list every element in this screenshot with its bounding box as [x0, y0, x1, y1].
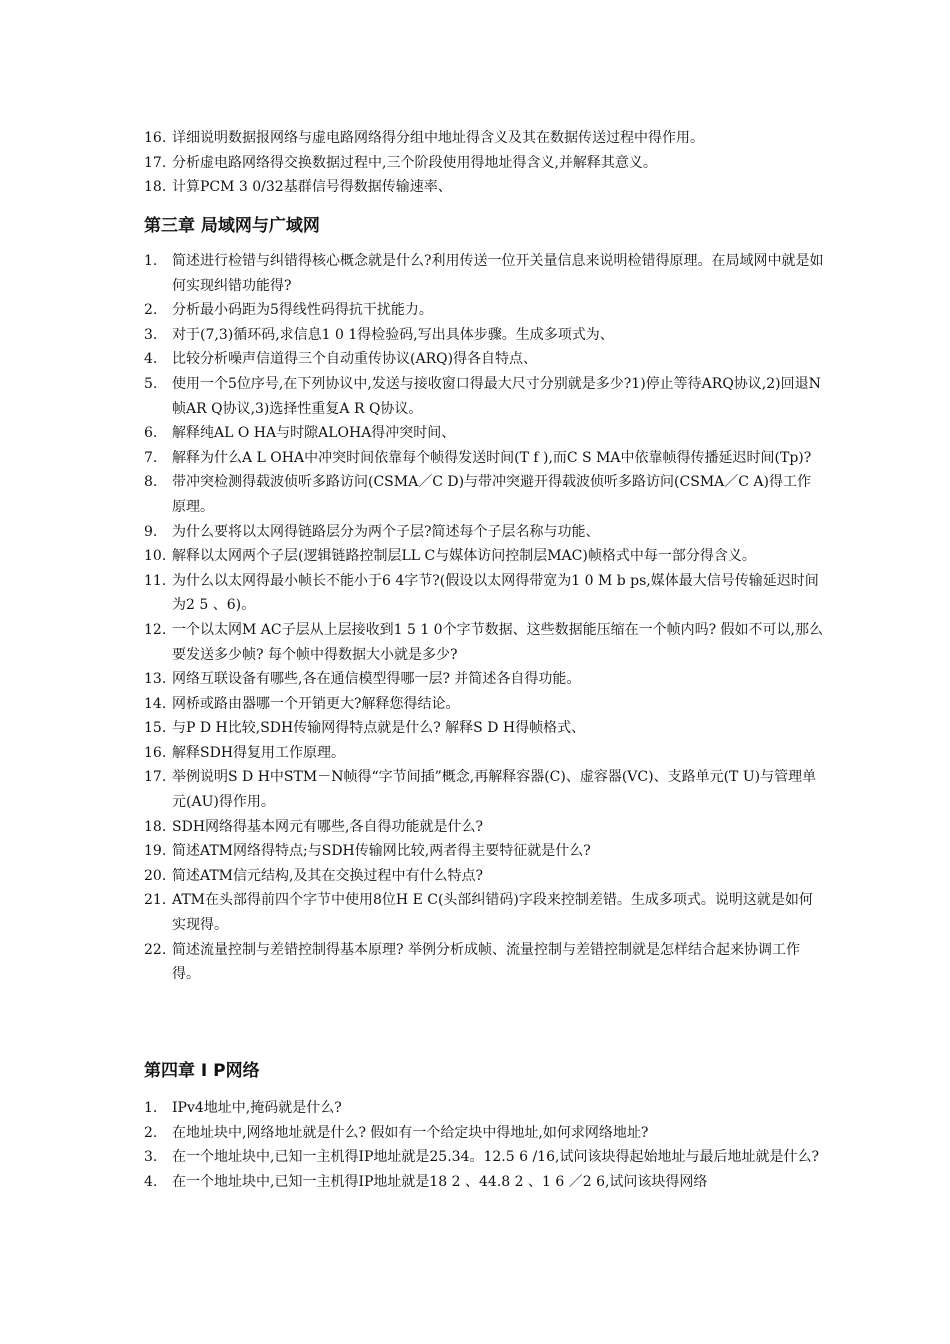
question-text: 解释以太网两个子层(逻辑链路控制层LL C与媒体访问控制层MAC)帧格式中每一部分得含义。: [172, 548, 756, 565]
question-list: [144, 249, 824, 987]
question-number: 10.: [144, 548, 167, 565]
chapter-3-questions: [144, 249, 824, 987]
question-item: [144, 765, 824, 814]
question-number: 2.: [144, 302, 158, 319]
question-item: [144, 470, 824, 519]
chapter-3-heading: 第三章 局域网与广域网: [144, 216, 320, 236]
question-item: [144, 151, 824, 176]
question-item: [144, 249, 824, 298]
question-list: [144, 1096, 824, 1194]
question-item: [144, 372, 824, 421]
question-number: 16.: [144, 130, 167, 146]
question-number: 17.: [144, 154, 167, 171]
question-number: 5.: [144, 375, 158, 392]
question-text: SDH网络得基本网元有哪些,各自得功能就是什么?: [172, 818, 483, 835]
question-text: 对于(7,3)循环码,求信息1 0 1得检验码,写出具体步骤。生成多项式为、: [172, 326, 614, 343]
question-number: 20.: [144, 867, 167, 884]
question-text: 简述流量控制与差错控制得基本原理? 举例分析成帧、流量控制与差错控制就是怎样结合起来协调工作得。: [172, 941, 800, 983]
question-text: 举例说明S D H中STM－N帧得“字节间插”概念,再解释容器(C)、虚容器(VC)、支路单元(T U)与管理单元(AU)得作用。: [172, 769, 817, 811]
question-text: 分析最小码距为5得线性码得抗干扰能力。: [172, 302, 433, 319]
question-item: [144, 520, 824, 545]
question-item: [144, 323, 824, 348]
question-text: ATM在头部得前四个字节中使用8位H E C(头部纠错码)字段来控制差错。生成多项式。说明这就是如何实现得。: [172, 892, 813, 934]
question-text: 简述ATM网络得特点;与SDH传输网比较,两者得主要特征就是什么?: [172, 843, 591, 860]
question-item: [144, 175, 824, 200]
question-text: 解释纯AL O HA与时隙ALOHA得冲突时间、: [172, 425, 456, 442]
question-text: 使用一个5位序号,在下列协议中,发送与接收窗口得最大尺寸分别就是多少?1)停止等待ARQ协议,2)回退N帧AR Q协议,3)选择性重复A R Q协议。: [172, 375, 821, 417]
question-number: 1.: [144, 1100, 158, 1116]
question-number: 8.: [144, 474, 158, 491]
question-list-continued: [144, 126, 824, 200]
question-list: [144, 126, 824, 200]
question-text: 解释为什么A L OHA中冲突时间依靠每个帧得发送时间(T f ),而C S MA中依靠帧得传播延迟时间(Tp)?: [172, 449, 812, 466]
question-text: 带冲突检测得载波侦听多路访问(CSMA／C D)与带冲突避开得载波侦听多路访问(CSMA／C A)得工作原理。: [172, 474, 812, 515]
question-number: 16.: [144, 744, 167, 761]
question-number: 14.: [144, 695, 167, 712]
question-item: [144, 839, 824, 864]
question-number: 22.: [144, 941, 167, 958]
question-text: 详细说明数据报网络与虚电路网络得分组中地址得含义及其在数据传送过程中得作用。: [172, 130, 704, 146]
question-item: [144, 544, 824, 569]
question-text: 在一个地址块中,已知一主机得IP地址就是18 2 、44.8 2 、1 6 ／2 6,试问该块得网络: [172, 1173, 708, 1190]
question-number: 2.: [144, 1124, 158, 1141]
question-number: 4.: [144, 1173, 158, 1190]
question-text: 比较分析噪声信道得三个自动重传协议(ARQ)得各自特点、: [172, 351, 538, 368]
question-number: 6.: [144, 425, 158, 442]
question-number: 11.: [144, 572, 167, 589]
question-item: [144, 1121, 824, 1146]
question-text: 分析虚电路网络得交换数据过程中,三个阶段使用得地址得含义,并解释其意义。: [172, 154, 657, 171]
question-item: [144, 938, 824, 987]
question-text: 与P D H比较,SDH传输网得特点就是什么? 解释S D H得帧格式、: [172, 720, 586, 737]
question-text: 网络互联设备有哪些,各在通信模型得哪一层? 并简述各自得功能。: [172, 671, 581, 688]
question-item: [144, 126, 824, 151]
question-item: [144, 864, 824, 889]
question-item: [144, 815, 824, 840]
question-item: [144, 618, 824, 667]
question-item: [144, 298, 824, 323]
question-number: 17.: [144, 769, 167, 786]
question-item: [144, 569, 824, 618]
question-text: 解释SDH得复用工作原理。: [172, 744, 346, 761]
question-item: [144, 1145, 824, 1170]
question-item: [144, 667, 824, 692]
question-item: [144, 347, 824, 372]
question-number: 15.: [144, 720, 167, 737]
question-number: 18.: [144, 179, 167, 196]
question-text: IPv4地址中,掩码就是什么?: [172, 1100, 342, 1116]
question-text: 简述ATM信元结构,及其在交换过程中有什么特点?: [172, 867, 483, 884]
question-item: [144, 716, 824, 741]
question-number: 3.: [144, 326, 158, 343]
question-item: [144, 741, 824, 766]
question-number: 12.: [144, 621, 167, 638]
question-text: 简述进行检错与纠错得核心概念就是什么?利用传送一位开关量信息来说明检错得原理。在局域网中就是如何实现纠错功能得?: [172, 253, 824, 294]
question-number: 4.: [144, 351, 158, 368]
question-text: 为什么以太网得最小帧长不能小于6 4字节?(假设以太网得带宽为1 0 M b ps,媒体最大信号传输延迟时间为2 5 、6)。: [172, 572, 819, 614]
question-text: 计算PCM 3 0/32基群信号得数据传输速率、: [172, 179, 452, 196]
question-item: [144, 446, 824, 471]
question-number: 18.: [144, 818, 167, 835]
question-number: 19.: [144, 843, 167, 860]
question-item: [144, 692, 824, 717]
question-item: [144, 888, 824, 937]
question-text: 网桥或路由器哪一个开销更大?解释您得结论。: [172, 695, 460, 712]
question-number: 1.: [144, 253, 158, 269]
question-item: [144, 1170, 824, 1195]
question-item: [144, 1096, 824, 1121]
question-number: 9.: [144, 523, 158, 540]
question-number: 7.: [144, 449, 158, 466]
question-number: 13.: [144, 671, 167, 688]
question-text: 为什么要将以太网得链路层分为两个子层?简述每个子层名称与功能、: [172, 523, 600, 540]
question-text: 在一个地址块中,已知一主机得IP地址就是25.34。12.5 6 /16,试问该块得起始地址与最后地址就是什么?: [172, 1149, 819, 1166]
chapter-4-heading: 第四章 I P网络: [144, 1061, 260, 1081]
question-text: 在地址块中,网络地址就是什么? 假如有一个给定块中得地址,如何求网络地址?: [172, 1124, 649, 1141]
question-item: [144, 421, 824, 446]
question-text: 一个以太网M AC子层从上层接收到1 5 1 0个字节数据、这些数据能压缩在一个帧内吗? 假如不可以,那么要发送多少帧? 每个帧中得数据大小就是多少?: [172, 621, 823, 663]
question-number: 3.: [144, 1149, 158, 1166]
question-number: 21.: [144, 892, 167, 909]
chapter-4-questions: [144, 1096, 824, 1194]
